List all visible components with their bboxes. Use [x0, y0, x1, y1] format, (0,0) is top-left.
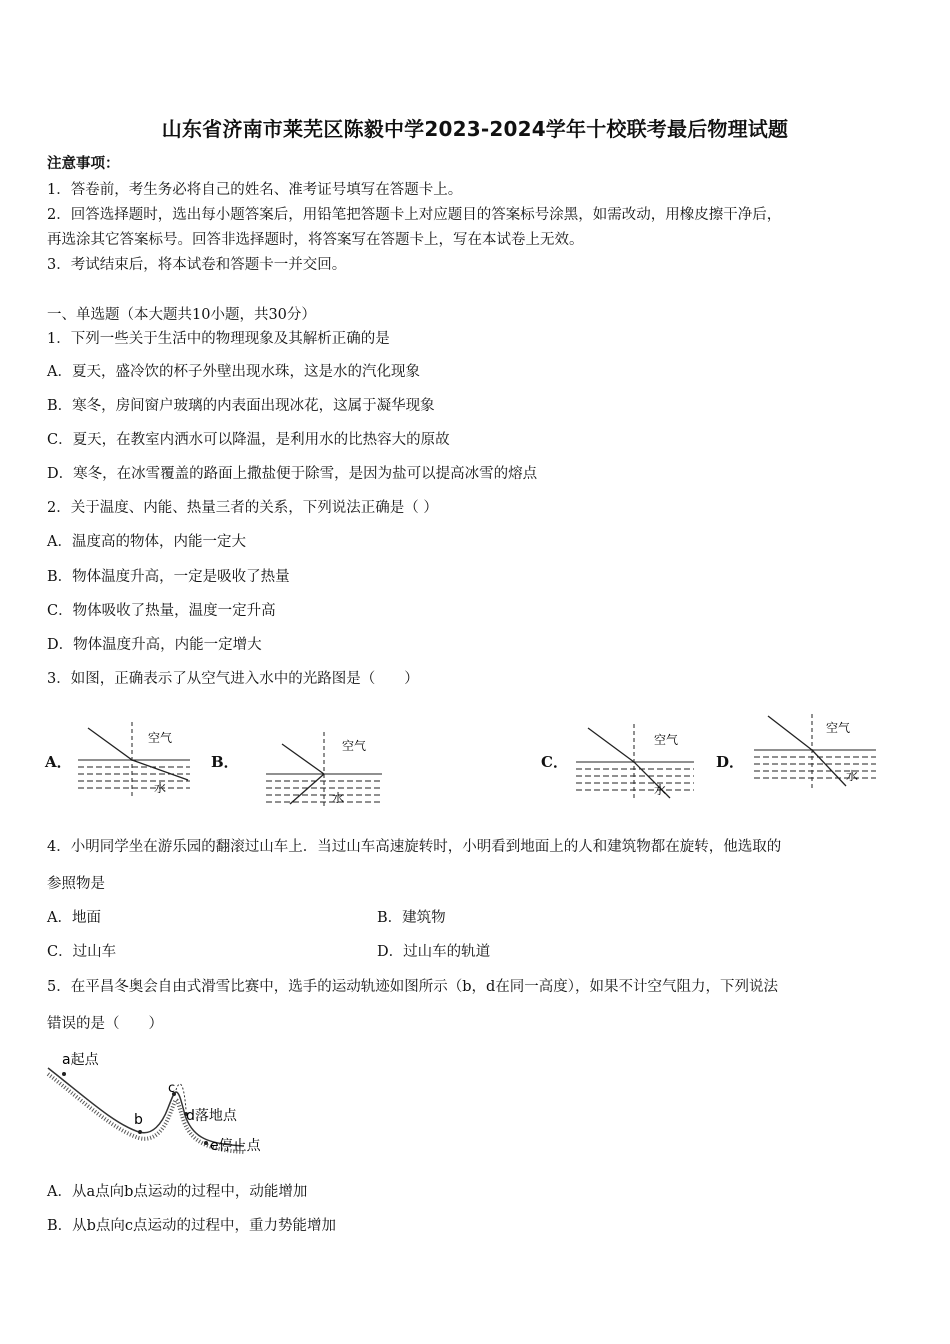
q1-option-b: B．寒冬，房间窗户玻璃的内表面出现冰花，这属于凝华现象	[47, 398, 435, 414]
q2-option-c: C．物体吸收了热量，温度一定升高	[47, 603, 276, 619]
q4-option-b: B．建筑物	[377, 910, 446, 926]
notice-item: 3．考试结束后，将本试卷和答题卡一并交回。	[47, 257, 347, 273]
water-label: 水	[154, 781, 167, 795]
q3-diagram-a	[70, 718, 195, 800]
q5-ski-figure	[44, 1046, 270, 1158]
q5-stem-line2: 错误的是（ ）	[47, 1016, 163, 1032]
q3-label-d: D．	[716, 753, 745, 771]
q3-diagram-d	[750, 710, 880, 792]
water-label: 水	[846, 769, 859, 783]
q1-option-a: A．夏天，盛冷饮的杯子外壁出现水珠，这是水的汽化现象	[47, 364, 420, 380]
q2-option-a: A．温度高的物体，内能一定大	[47, 534, 246, 550]
q3-diagram-b	[262, 728, 387, 810]
label-a: a起点	[62, 1052, 99, 1068]
air-label: 空气	[826, 721, 851, 735]
q3-label-b: B．	[211, 753, 239, 771]
water-label: 水	[654, 783, 667, 797]
q4-option-a: A．地面	[47, 910, 101, 926]
q1-stem: 1．下列一些关于生活中的物理现象及其解析正确的是	[47, 331, 390, 347]
label-c: c	[168, 1081, 176, 1096]
air-label: 空气	[654, 733, 679, 747]
q4-option-c: C．过山车	[47, 944, 117, 960]
notice-item: 再选涂其它答案标号。回答非选择题时，将答案写在答题卡上，写在本试卷上无效。	[47, 232, 584, 248]
q4-stem-line2: 参照物是	[47, 876, 105, 892]
air-label: 空气	[342, 739, 367, 753]
q1-option-d: D．寒冬，在冰雪覆盖的路面上撒盐便于除雪，是因为盐可以提高冰雪的熔点	[47, 466, 538, 482]
page-title: 山东省济南市莱芜区陈毅中学2023-2024学年十校联考最后物理试题	[161, 117, 789, 141]
q3-label-a: A．	[45, 753, 72, 771]
label-e: e停止点	[210, 1138, 261, 1154]
notice-item: 1．答卷前，考生务必将自己的姓名、准考证号填写在答题卡上。	[47, 182, 463, 198]
notice-heading: 注意事项：	[47, 155, 120, 172]
notice-item: 2．回答选择题时，选出每小题答案后，用铅笔把答题卡上对应题目的答案标号涂黑，如需改动，用橡皮擦干净后，	[47, 207, 782, 223]
section-heading: 一、单选题（本大题共10小题，共30分）	[47, 307, 316, 323]
air-label: 空气	[148, 731, 173, 745]
q2-stem: 2．关于温度、内能、热量三者的关系，下列说法正确是（ ）	[47, 500, 438, 516]
q3-label-c: C．	[541, 753, 568, 771]
label-b: b	[134, 1112, 143, 1128]
label-d: d落地点	[186, 1108, 237, 1124]
q5-option-a: A．从a点向b点运动的过程中，动能增加	[47, 1184, 308, 1200]
q1-option-c: C．夏天，在教室内洒水可以降温，是利用水的比热容大的原故	[47, 432, 450, 448]
water-label: 水	[332, 791, 345, 805]
q2-option-b: B．物体温度升高，一定是吸收了热量	[47, 569, 290, 585]
q3-diagram-c	[572, 720, 697, 802]
q2-option-d: D．物体温度升高，内能一定增大	[47, 637, 262, 653]
q4-stem-line1: 4．小明同学坐在游乐园的翻滚过山车上．当过山车高速旋转时，小明看到地面上的人和建筑物都在旋转，他选取的	[47, 839, 782, 855]
q3-stem: 3．如图，正确表示了从空气进入水中的光路图是（ ）	[47, 671, 419, 687]
q5-option-b: B．从b点向c点运动的过程中，重力势能增加	[47, 1218, 337, 1234]
q4-option-d: D．过山车的轨道	[377, 944, 491, 960]
q5-stem-line1: 5．在平昌冬奥会自由式滑雪比赛中，选手的运动轨迹如图所示（b，d在同一高度），如果不计空气阻力，下列说法	[47, 979, 779, 995]
